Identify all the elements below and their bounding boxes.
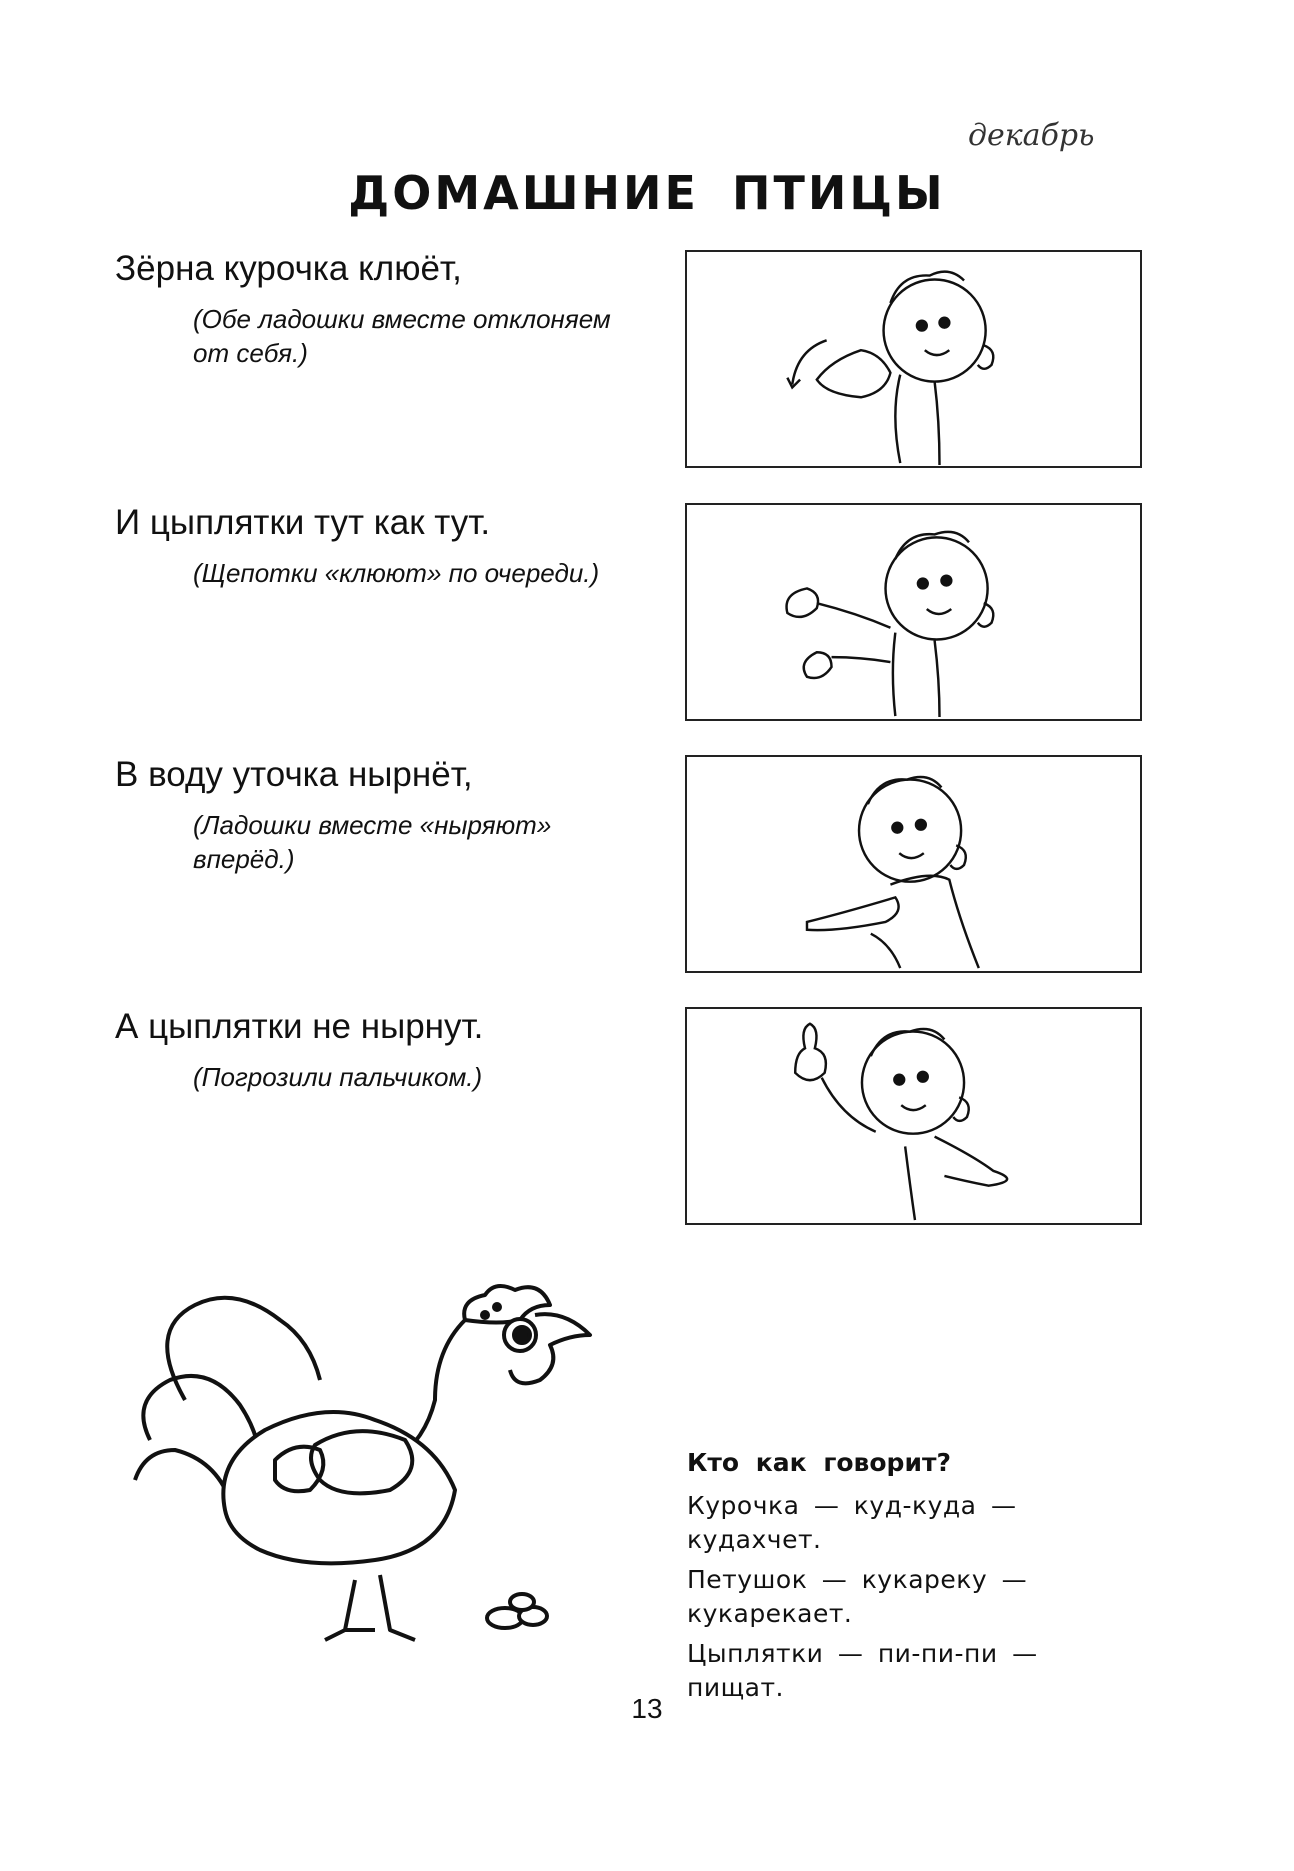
- page-title: ДОМАШНИЕ ПТИЦЫ: [348, 166, 946, 220]
- illustration-frame-3: [685, 755, 1142, 973]
- verse-line: Зёрна курочка клюёт,: [115, 249, 462, 288]
- child-gesture-illustration: [687, 1009, 1140, 1223]
- verse-note: (Обе ладошки вместе отклоняем от себя.): [193, 304, 611, 368]
- month-label: декабрь: [968, 118, 1095, 153]
- verse-1: [115, 248, 675, 370]
- verse-line: А цыплятки не нырнут.: [115, 1007, 484, 1046]
- verse-note: (Щепотки «клюют» по очереди.): [193, 558, 600, 588]
- verse-note: (Ладошки вместе «ныряют» вперёд.): [193, 810, 552, 874]
- verse-2: [115, 502, 675, 590]
- who-says-what-line: Цыплятки — пи-пи-пи — пищат.: [687, 1639, 1038, 1702]
- illustration-frame-1: [685, 250, 1142, 468]
- illustration-frame-2: [685, 503, 1142, 721]
- verse-3: [115, 754, 675, 876]
- who-says-what-line: Петушок — кукареку — кукарекает.: [687, 1565, 1028, 1628]
- verse-line: И цыплятки тут как тут.: [115, 503, 491, 542]
- verse-line: В воду уточка нырнёт,: [115, 755, 473, 794]
- child-gesture-illustration: [687, 757, 1140, 971]
- verse-4: [115, 1006, 675, 1094]
- child-gesture-illustration: [687, 505, 1140, 719]
- verse-note: (Погрозили пальчиком.): [193, 1062, 483, 1092]
- child-gesture-illustration: [687, 252, 1140, 466]
- rooster-illustration: [125, 1280, 655, 1660]
- who-says-what-box: [687, 1448, 1147, 1711]
- illustration-frame-4: [685, 1007, 1142, 1225]
- who-says-what-line: Курочка — куд-куда — кудахчет.: [687, 1491, 1017, 1554]
- who-says-what-heading: Кто как говорит?: [687, 1448, 951, 1477]
- page-number: 13: [631, 1693, 663, 1724]
- rooster-drawing: [125, 1280, 655, 1660]
